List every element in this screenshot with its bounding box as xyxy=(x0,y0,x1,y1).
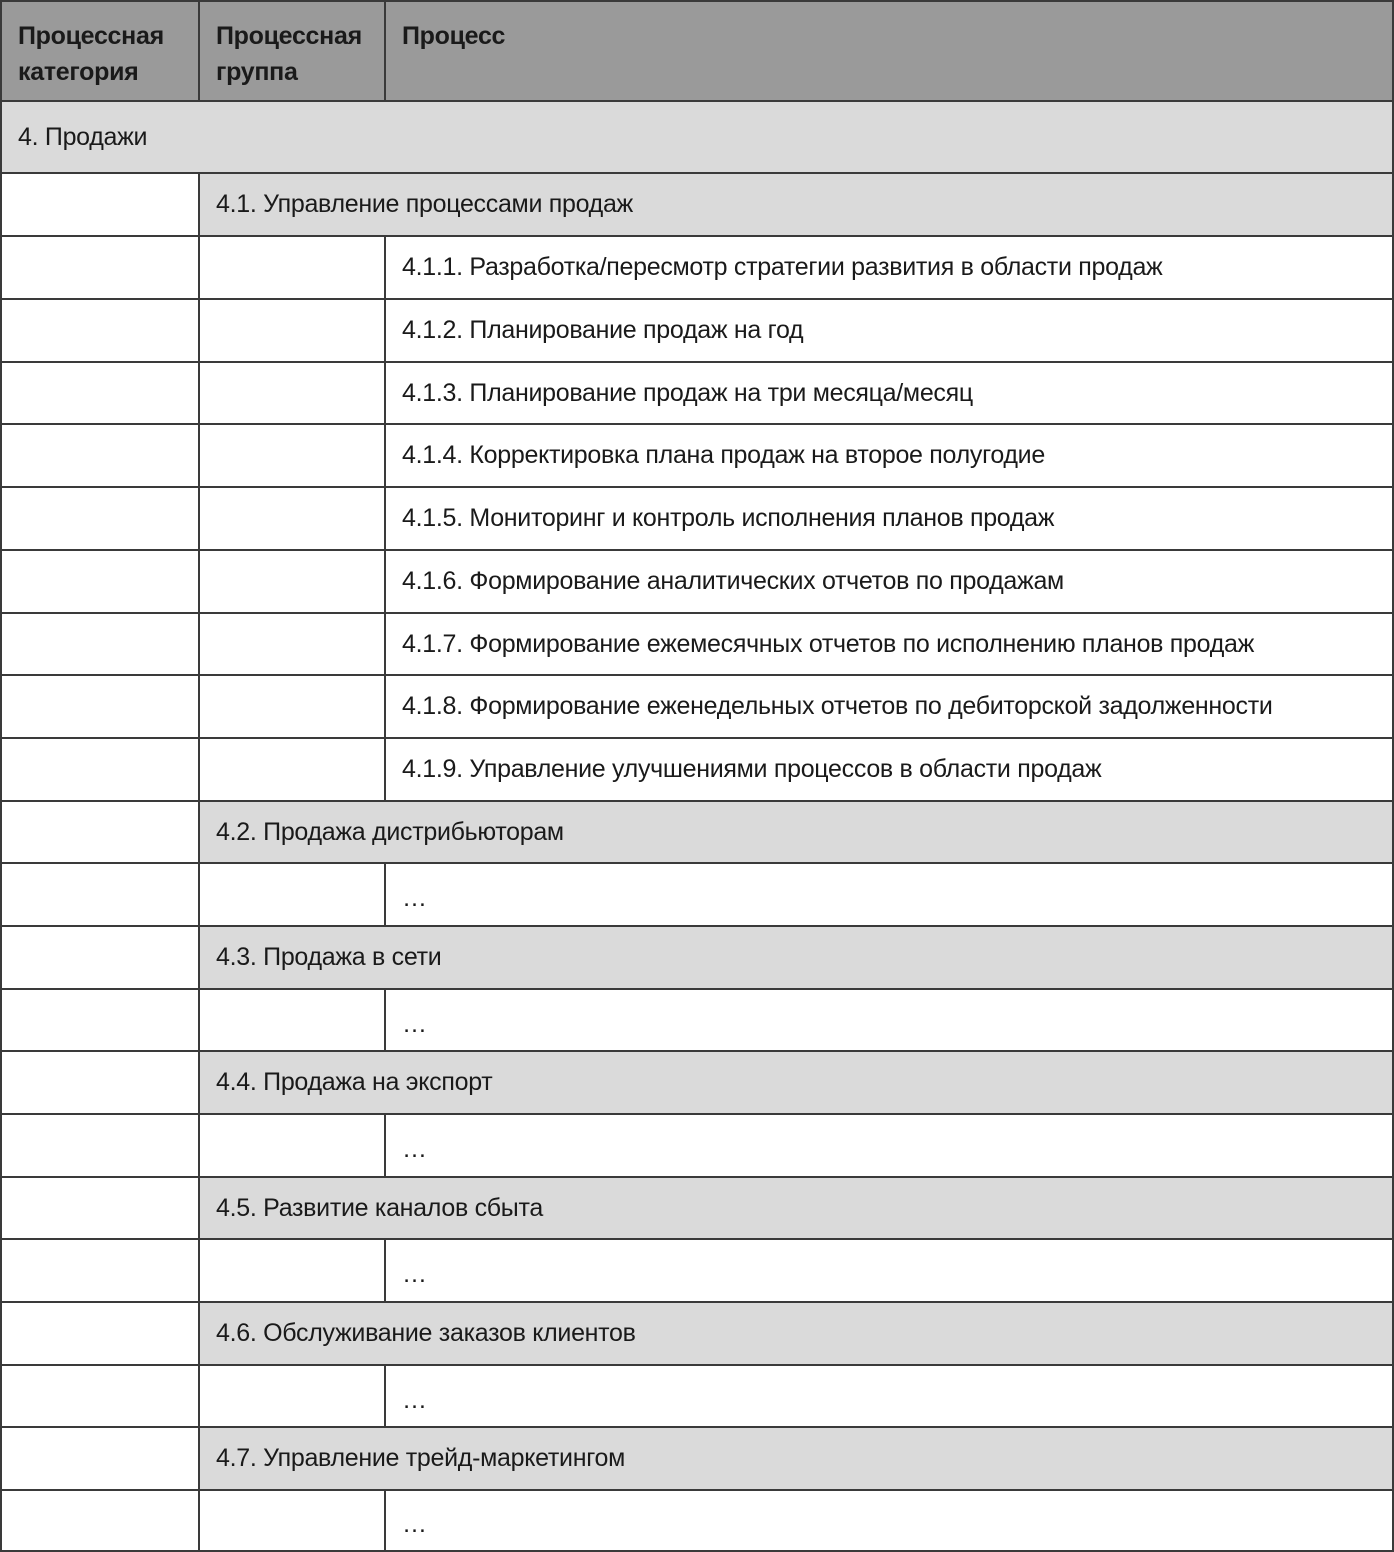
empty-cell xyxy=(2,1428,200,1489)
process-row xyxy=(2,300,1392,363)
process-row xyxy=(2,425,1392,488)
empty-cell xyxy=(200,425,386,486)
process-row xyxy=(2,488,1392,551)
process-cell: 4.1.9. Управление улучшениями процессов в области продаж xyxy=(402,755,1102,783)
process-row xyxy=(2,739,1392,802)
process-row xyxy=(2,1240,1392,1303)
category-row xyxy=(2,102,1392,174)
empty-cell xyxy=(200,864,386,925)
table-header-row xyxy=(2,2,1392,102)
header-group: Процессная группа xyxy=(200,2,386,100)
process-row xyxy=(2,1491,1392,1550)
empty-cell xyxy=(2,1178,200,1238)
empty-cell xyxy=(2,237,200,298)
process-cell: 4.1.1. Разработка/пересмотр стратегии развития в области продаж xyxy=(402,253,1163,281)
empty-cell xyxy=(2,425,200,486)
process-cell: 4.1.6. Формирование аналитических отчетов по продажам xyxy=(402,567,1064,595)
empty-cell xyxy=(200,551,386,612)
empty-cell xyxy=(2,739,200,800)
process-cell: 4.1.2. Планирование продаж на год xyxy=(402,316,804,344)
empty-cell xyxy=(200,1491,386,1550)
empty-cell xyxy=(2,864,200,925)
group-row xyxy=(2,1052,1392,1115)
group-cell: 4.7. Управление трейд-маркетингом xyxy=(200,1428,1392,1489)
empty-cell xyxy=(200,614,386,674)
group-row xyxy=(2,1178,1392,1240)
empty-cell xyxy=(200,300,386,361)
group-cell: 4.4. Продажа на экспорт xyxy=(200,1052,1392,1113)
empty-cell xyxy=(2,1491,200,1550)
process-cell: … xyxy=(402,1009,427,1038)
empty-cell xyxy=(2,551,200,612)
empty-cell xyxy=(2,1303,200,1364)
group-cell: 4.2. Продажа дистрибьюторам xyxy=(200,802,1392,862)
empty-cell xyxy=(2,614,200,674)
process-row xyxy=(2,551,1392,614)
header-process: Процесс xyxy=(402,22,506,50)
empty-cell xyxy=(200,990,386,1050)
group-row xyxy=(2,174,1392,237)
empty-cell xyxy=(2,174,200,235)
process-row xyxy=(2,1366,1392,1428)
empty-cell xyxy=(2,300,200,361)
process-row xyxy=(2,237,1392,300)
empty-cell xyxy=(200,1240,386,1301)
empty-cell xyxy=(200,1115,386,1176)
process-row xyxy=(2,864,1392,927)
empty-cell xyxy=(200,363,386,423)
empty-cell xyxy=(2,927,200,988)
empty-cell xyxy=(200,1366,386,1426)
process-row xyxy=(2,676,1392,739)
group-cell: 4.1. Управление процессами продаж xyxy=(200,174,1392,235)
process-cell: … xyxy=(402,884,427,912)
empty-cell xyxy=(2,488,200,549)
group-cell: 4.6. Обслуживание заказов клиентов xyxy=(200,1303,1392,1364)
group-row xyxy=(2,802,1392,864)
process-cell: 4.1.3. Планирование продаж на три месяца/месяц xyxy=(402,378,973,407)
empty-cell xyxy=(200,739,386,800)
empty-cell xyxy=(2,1052,200,1113)
empty-cell xyxy=(200,488,386,549)
group-cell: 4.3. Продажа в сети xyxy=(200,927,1392,988)
process-row xyxy=(2,990,1392,1052)
process-cell: … xyxy=(402,1135,427,1163)
process-cell: … xyxy=(402,1385,427,1414)
process-cell: … xyxy=(402,1260,427,1288)
empty-cell xyxy=(2,363,200,423)
empty-cell xyxy=(2,802,200,862)
empty-cell xyxy=(2,990,200,1050)
process-cell: 4.1.4. Корректировка плана продаж на второе полугодие xyxy=(402,441,1045,469)
header-category: Процессная категория xyxy=(2,2,200,100)
process-cell: … xyxy=(402,1510,427,1538)
empty-cell xyxy=(2,1115,200,1176)
empty-cell xyxy=(2,676,200,737)
group-row xyxy=(2,1428,1392,1491)
category-cell: 4. Продажи xyxy=(18,122,148,151)
empty-cell xyxy=(200,676,386,737)
process-cell: 4.1.7. Формирование ежемесячных отчетов по исполнению планов продаж xyxy=(402,629,1255,658)
empty-cell xyxy=(200,237,386,298)
process-row xyxy=(2,363,1392,425)
process-row xyxy=(2,1115,1392,1178)
process-cell: 4.1.5. Мониторинг и контроль исполнения планов продаж xyxy=(402,504,1055,532)
empty-cell xyxy=(2,1366,200,1426)
process-cell: 4.1.8. Формирование еженедельных отчетов по дебиторской задолженности xyxy=(402,692,1273,720)
empty-cell xyxy=(2,1240,200,1301)
group-row xyxy=(2,927,1392,990)
group-row xyxy=(2,1303,1392,1366)
group-cell: 4.5. Развитие каналов сбыта xyxy=(200,1178,1392,1238)
process-row xyxy=(2,614,1392,676)
